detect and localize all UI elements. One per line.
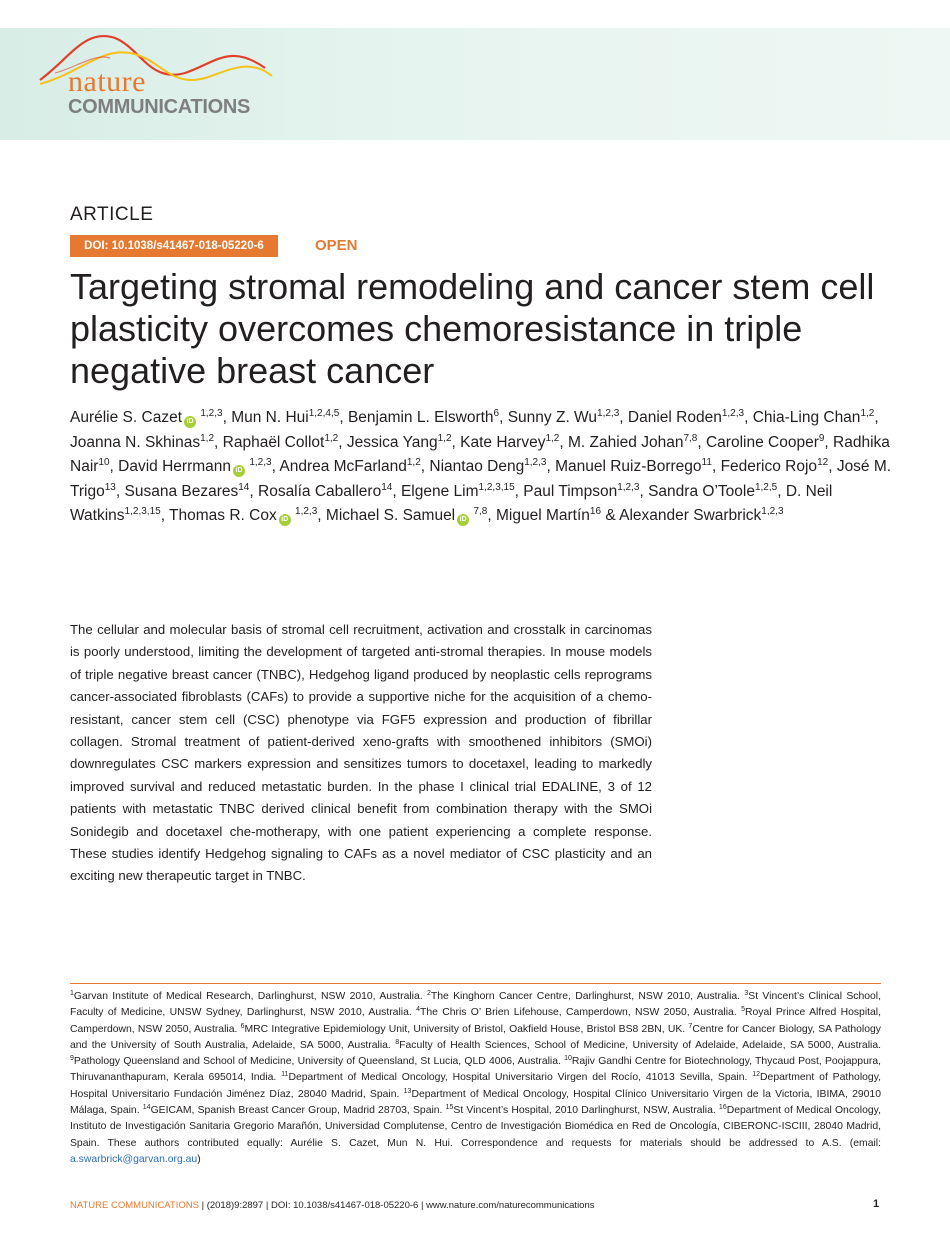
- footer-citation: | (2018)9:2897 | DOI: 10.1038/s41467-018-05220-6 | www.nature.com/naturecommunications: [201, 1200, 595, 1211]
- affiliation-number: 5: [741, 1006, 745, 1014]
- author[interactable]: D. Neil Watkins: [70, 482, 833, 524]
- author[interactable]: Thomas R. Cox: [169, 507, 277, 524]
- author-affiliation-ref: 1,2: [406, 457, 421, 468]
- author-affiliation-ref: 14: [381, 481, 393, 493]
- author[interactable]: M. Zahied Johan: [567, 433, 684, 451]
- author-affiliation-ref: 1,2,3: [617, 481, 640, 493]
- affiliations-footnote: [70, 989, 881, 1168]
- author-affiliation-ref: 7,8: [683, 432, 698, 444]
- author[interactable]: Sunny Z. Wu: [507, 409, 598, 426]
- author[interactable]: Joanna N. Skhinas: [70, 433, 201, 451]
- author-affiliation-ref: 1,2,3,15: [478, 481, 515, 493]
- author[interactable]: Susana Bezares: [124, 482, 239, 500]
- affiliation-number: 2: [426, 990, 431, 997]
- orcid-icon[interactable]: iD: [279, 514, 291, 526]
- author-affiliation-ref: 6: [493, 408, 500, 419]
- affiliation-text: The Kinghorn Cancer Centre, Darlinghurst, NSW 2010, Australia.: [430, 991, 745, 1002]
- affiliation-number: 13: [403, 1087, 412, 1095]
- author-affiliation-ref: 1,2,3: [761, 506, 784, 517]
- affiliation-number: 7: [688, 1022, 693, 1030]
- affiliation-text: Department of Medical Oncology, Hospital Clínico Universitario Virgen de la Victoria, IBIMA, 29010 Málaga, Spain.: [70, 1088, 881, 1117]
- author-affiliation-ref: 7,8: [473, 506, 488, 517]
- affiliation-number: 10: [564, 1055, 572, 1063]
- correspondence-email-link[interactable]: a.swarbrick@garvan.org.au: [70, 1153, 198, 1165]
- author-affiliation-ref: 1,2,3: [200, 408, 223, 419]
- author-affiliation-ref: 1,2,3: [721, 408, 745, 419]
- author[interactable]: Andrea McFarland: [279, 458, 407, 475]
- affiliation-text: Faculty of Health Sciences, School of Medicine, University of Adelaide, Adelaide, SA 5000, Australia.: [399, 1039, 881, 1051]
- author-affiliation-ref: 1,2: [545, 432, 560, 444]
- author[interactable]: Federico Rojo: [720, 458, 818, 475]
- doi-badge[interactable]: DOI: 10.1038/s41467-018-05220-6: [70, 235, 278, 257]
- author-affiliation-ref: 16: [589, 506, 602, 517]
- author-affiliation-ref: 1,2: [437, 432, 452, 444]
- abstract: The cellular and molecular basis of stromal cell recruitment, activation and crosstalk in carcinomas is poorly understood, limiting the development of targeted anti-stromal therapies. In mouse models of triple negative breast cancer (TNBC), Hedgehog ligand produced by neoplastic cells reprograms cancer-associated fibroblasts (CAFs) to provide a supportive niche for the acquisition of a chemo-resistant, cancer stem cell (CSC) phenotype via FGF5 expression and production of fibrillar collagen. Stromal treatment of patient-derived xeno-grafts with smoothened inhibitors (SMOi) downregulates CSC markers expression and sensitizes tumors to docetaxel, leading to markedly improved survival and reduced metastatic burden. In the phase I clinical trial EDALINE, 3 of 12 patients with metastatic TNBC derived clinical benefit from combination therapy with the SMOi Sonidegib and docetaxel che-motherapy, with one patient experiencing a complete response. These studies identify Hedgehog signaling to CAFs as a novel mediator of CSC plasticity and an exciting new therapeutic target in TNBC.: [70, 622, 652, 884]
- affiliation-text: Department of Pathology, Hospital Universitario Fundación Jiménez Díaz, 28040 Madrid, Spain.: [70, 1072, 882, 1100]
- author[interactable]: Daniel Roden: [627, 409, 722, 426]
- author-affiliation-ref: 1,2: [860, 408, 875, 419]
- affiliation-number: 12: [752, 1071, 761, 1079]
- open-access-label: OPEN: [315, 237, 358, 254]
- affiliation-text: GEICAM, Spanish Breast Cancer Group, Madrid 28703, Spain.: [150, 1105, 446, 1117]
- affiliation-text: Royal Prince Alfred Hospital, Camperdown, NSW 2050, Australia.: [70, 1007, 881, 1035]
- author[interactable]: Raphaël Collot: [222, 433, 325, 451]
- author[interactable]: Benjamin L. Elsworth: [347, 409, 494, 426]
- correspondence-note: Correspondence and requests for materials should be addressed to A.S. (email:: [461, 1137, 881, 1149]
- author-affiliation-ref: 1,2: [200, 432, 215, 444]
- author-affiliation-ref: 1,2,4,5: [308, 408, 340, 419]
- footnote-divider: [70, 983, 881, 984]
- author-affiliation-ref: 1,2,3: [249, 457, 272, 468]
- author-list: Aurélie S. Cazet iD $^{1,2,3}$, Mun N. Hui$^{1,2,4,5}$, Benjamin L. Elsworth$^6$, Sunny Z. Wu$^{1,2,3}$, Daniel Roden$^{1,2,3}$, Chia-Ling Chan$^{1,2}$, Joanna N. Skhinas$^{1,2}$, Raphaël Collot$^{1,2}$, Jessica Yang$^{1,2}$, Kate Harvey$^{1,2}$, M. Zahied Johan$^{7,8}$, Caroline Cooper$^9$, Radhika Nair$^{10}$, David Herrmann iD $^{1,2,3}$, Andrea McFarland$^{1,2}$, Niantao Deng$^{1,2,3}$, Manuel Ruiz-Borrego$^{11}$, Federico Rojo$^{12}$, José M. Trigo$^{13}$, Susana Bezares$^{14}$, Rosalía Caballero$^{14}$, Elgene Lim$^{1,2,3,15}$, Paul Timpson$^{1,2,3}$, Sandra O’Toole$^{1,2,5}$, D. Neil Watkins$^{1,2,3,15}$, Thomas R. Cox iD $^{1,2,3}$, Michael S. Samuel iD $^{7,8}$, Miguel Martín$^{16}$ & Alexander Swarbrick$^{1,2,3}$: [70, 408, 892, 524]
- affiliation-number: 8: [395, 1038, 400, 1046]
- author[interactable]: Aurélie S. Cazet: [70, 409, 182, 426]
- author[interactable]: Kate Harvey: [460, 433, 546, 451]
- author[interactable]: Manuel Ruiz-Borrego: [555, 458, 702, 475]
- equal-contribution-note: These authors contributed equally: Aurélie S. Cazet, Mun N. Hui.: [107, 1137, 462, 1149]
- author[interactable]: Rosalía Caballero: [258, 482, 382, 500]
- affiliation-text: Department of Medical Oncology, Instituto de Investigación Sanitaria Gregorio Marañón, Universidad Complutense, Centro de Investigación Biomédica en Red de Oncología, CIBERONC-ISCIII, 28040 Madrid, Spain.: [70, 1105, 881, 1149]
- affiliation-number: 9: [70, 1055, 74, 1063]
- author[interactable]: Alexander Swarbrick: [619, 507, 762, 524]
- author-affiliation-ref: 9: [818, 432, 825, 444]
- author-affiliation-ref: 12: [817, 457, 829, 468]
- affiliation-text: Pathology Queensland and School of Medicine, University of Queensland, St Lucia, QLD 4006, Australia.: [73, 1056, 565, 1068]
- affiliation-number: 16: [718, 1104, 727, 1112]
- affiliation-text: Department of Medical Oncology, Hospital Universitario Virgen del Rocío, 41013 Sevilla, Spain.: [288, 1072, 753, 1084]
- footer-journal-name: NATURE COMMUNICATIONS: [70, 1200, 199, 1211]
- author[interactable]: Mun N. Hui: [231, 409, 309, 426]
- affiliation-text: St Vincent’s Hospital, 2010 Darlinghurst, NSW, Australia.: [453, 1105, 719, 1117]
- affiliation-text: St Vincent’s Clinical School, Faculty of Medicine, UNSW Sydney, Darlinghurst, NSW 2010, Australia.: [70, 991, 881, 1019]
- affiliation-number: 3: [744, 990, 749, 997]
- affiliation-text: Garvan Institute of Medical Research, Darlinghurst, NSW 2010, Australia.: [73, 991, 427, 1002]
- author[interactable]: José M. Trigo: [70, 458, 892, 500]
- author-affiliation-ref: 11: [701, 457, 712, 468]
- author[interactable]: Sandra O’Toole: [648, 482, 755, 500]
- author[interactable]: Caroline Cooper: [705, 433, 819, 451]
- affiliation-text: MRC Integrative Epidemiology Unit, University of Bristol, Oakfield House, Bristol BS8 2BN, UK.: [244, 1023, 689, 1035]
- author[interactable]: Paul Timpson: [523, 482, 618, 500]
- affiliation-text: Rajiv Gandhi Centre for Biotechnology, Thycaud Post, Poojappura, Thiruvananthapuram, Kerala 695014, India.: [70, 1056, 881, 1084]
- author-affiliation-ref: 1,2,3,15: [124, 506, 161, 517]
- affiliation-number: 15: [445, 1104, 454, 1112]
- author[interactable]: Miguel Martín: [495, 507, 590, 524]
- author[interactable]: Jessica Yang: [346, 433, 438, 451]
- affiliation-number: 1: [70, 990, 74, 997]
- orcid-icon[interactable]: iD: [233, 465, 245, 477]
- author[interactable]: Elgene Lim: [400, 482, 479, 500]
- affiliation-text: The Chris O’ Brien Lifehouse, Camperdown, NSW 2050, Australia.: [419, 1007, 742, 1019]
- author-affiliation-ref: 10: [98, 457, 110, 468]
- affiliation-text: Centre for Cancer Biology, SA Pathology and the University of South Australia, Adelaide, SA 5000, Australia.: [70, 1023, 881, 1051]
- affiliation-number: 11: [281, 1071, 289, 1079]
- correspondence-close: ): [197, 1153, 201, 1165]
- orcid-icon[interactable]: iD: [457, 514, 469, 526]
- author-affiliation-ref: 1,2,3: [295, 506, 318, 517]
- logo-nature-word: nature: [68, 65, 146, 98]
- author[interactable]: David Herrmann: [118, 458, 232, 475]
- page-number: 1: [873, 1198, 880, 1210]
- affiliation-number: 6: [240, 1022, 245, 1030]
- author-affiliation-ref: 1,2,5: [754, 481, 778, 493]
- author[interactable]: Chia-Ling Chan: [752, 409, 861, 426]
- author-affiliation-ref: 1,2: [324, 432, 339, 444]
- author-affiliation-ref: 13: [104, 481, 116, 493]
- author-affiliation-ref: 1,2,3: [524, 457, 547, 468]
- article-type-label: ARTICLE: [70, 204, 154, 225]
- author[interactable]: Radhika Nair: [70, 433, 890, 475]
- article-title: Targeting stromal remodeling and cancer stem cell plasticity overcomes chemoresistance in triple negative breast cancer: [70, 266, 875, 391]
- page-footer: [70, 1199, 881, 1213]
- affiliation-number: 14: [142, 1104, 151, 1112]
- logo-communications-word: COMMUNICATIONS: [68, 96, 251, 118]
- author[interactable]: Michael S. Samuel: [325, 507, 456, 524]
- author-affiliation-ref: 14: [238, 481, 250, 493]
- journal-header-band: [0, 28, 950, 140]
- author[interactable]: Niantao Deng: [429, 458, 525, 475]
- affiliation-number: 4: [416, 1006, 420, 1014]
- author-affiliation-ref: 1,2,3: [597, 408, 620, 419]
- orcid-icon[interactable]: iD: [184, 416, 196, 428]
